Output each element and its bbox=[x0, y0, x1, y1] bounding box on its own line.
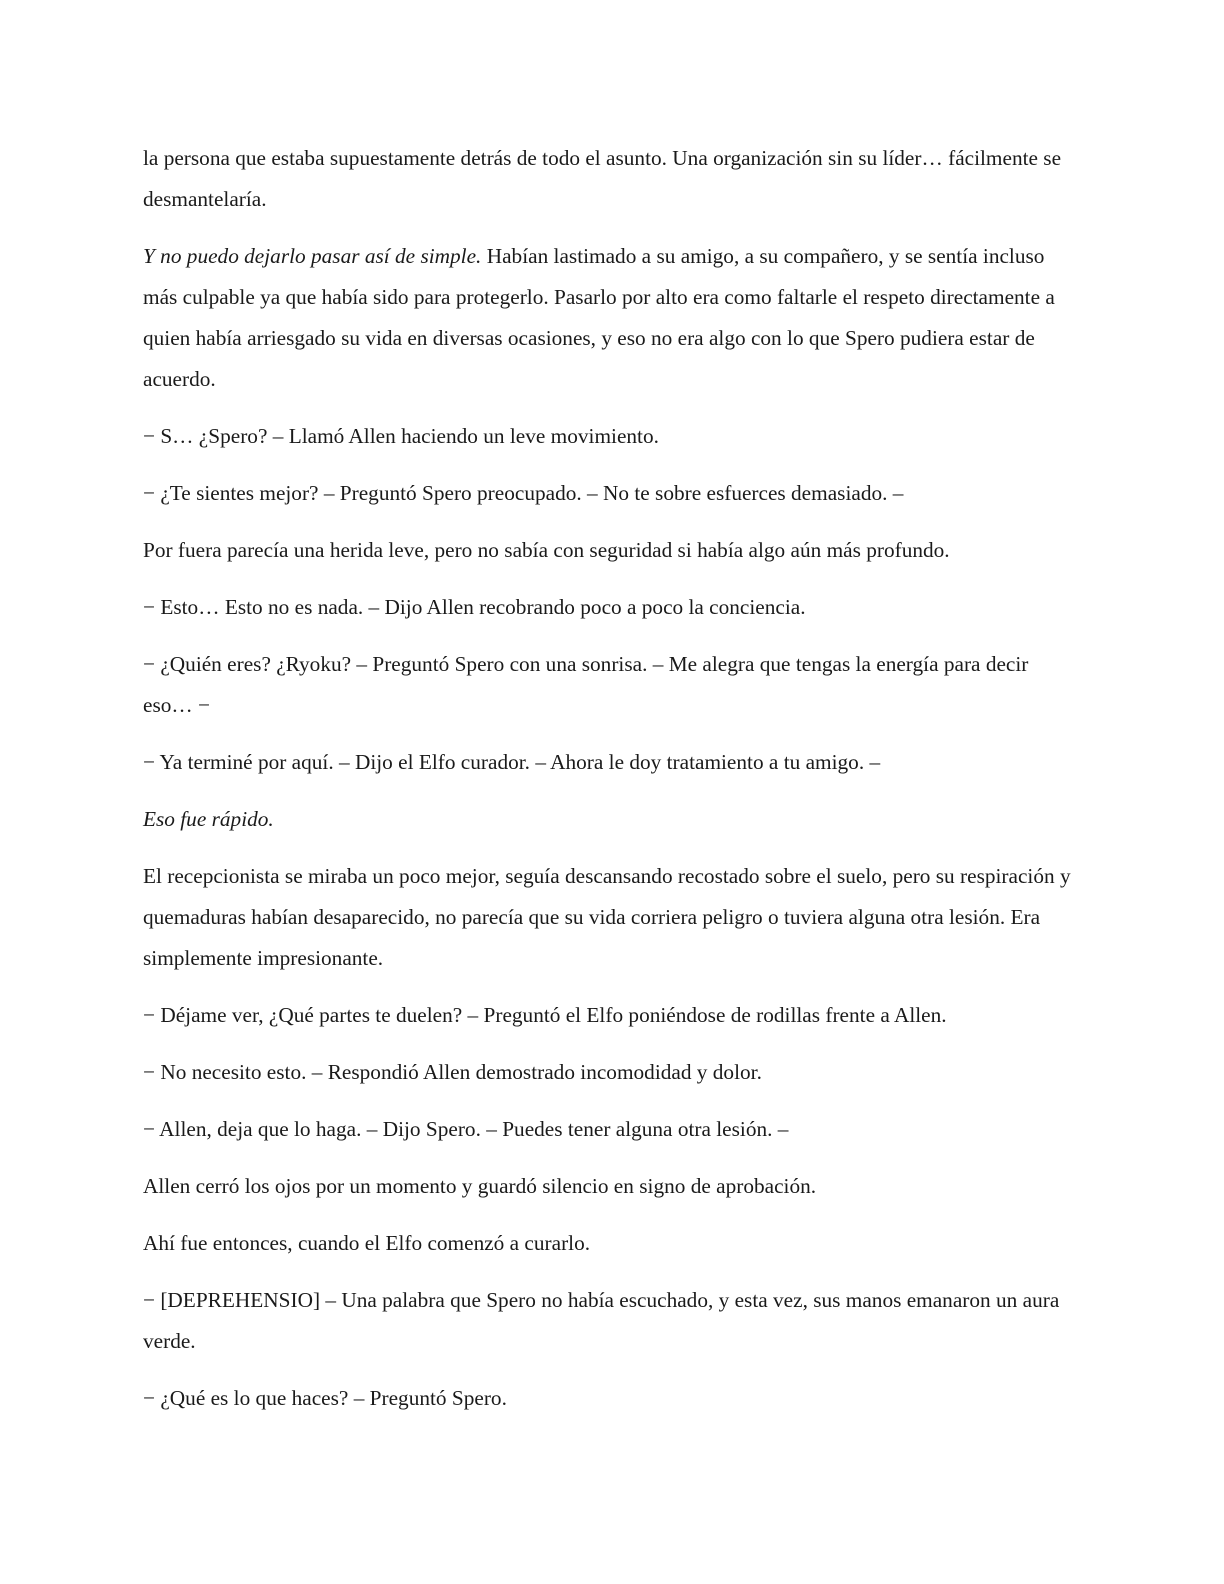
paragraph bbox=[143, 1223, 1083, 1264]
dialogue-line bbox=[143, 473, 1083, 514]
paragraph-text: Allen cerró los ojos por un momento y guardó silencio en signo de aprobación. bbox=[143, 1174, 817, 1198]
paragraph-text: Ahí fue entonces, cuando el Elfo comenzó a curarlo. bbox=[143, 1231, 591, 1255]
dialogue-line bbox=[143, 644, 1083, 726]
dialogue-line bbox=[143, 1109, 1083, 1150]
paragraph-text: El recepcionista se miraba un poco mejor, seguía descansando recostado sobre el suelo, pero su respiración y quemaduras habían desaparecido, no parecía que su vida corriera peligro o tuviera alguna otra lesión. Era simplemente impresionante. bbox=[143, 864, 1071, 970]
paragraph-text: − Ya terminé por aquí. – Dijo el Elfo curador. – Ahora le doy tratamiento a tu amigo. – bbox=[143, 750, 881, 774]
paragraph-text: − S… ¿Spero? – Llamó Allen haciendo un leve movimiento. bbox=[143, 424, 659, 448]
paragraph-text: la persona que estaba supuestamente detrás de todo el asunto. Una organización sin su líder… fácilmente se desmantelaría. bbox=[143, 146, 1062, 211]
paragraph-italic-text: Y no puedo dejarlo pasar así de simple. bbox=[143, 244, 482, 268]
paragraph bbox=[143, 236, 1083, 400]
document-body bbox=[143, 138, 1083, 1435]
paragraph bbox=[143, 1166, 1083, 1207]
paragraph-text: − No necesito esto. – Respondió Allen demostrado incomodidad y dolor. bbox=[143, 1060, 762, 1084]
dialogue-line bbox=[143, 416, 1083, 457]
paragraph bbox=[143, 856, 1083, 979]
paragraph bbox=[143, 138, 1083, 220]
dialogue-line bbox=[143, 587, 1083, 628]
paragraph bbox=[143, 530, 1083, 571]
dialogue-line bbox=[143, 742, 1083, 783]
paragraph-text: − Esto… Esto no es nada. – Dijo Allen recobrando poco a poco la conciencia. bbox=[143, 595, 806, 619]
paragraph-text: Por fuera parecía una herida leve, pero no sabía con seguridad si había algo aún más profundo. bbox=[143, 538, 950, 562]
dialogue-line bbox=[143, 995, 1083, 1036]
paragraph-text: − ¿Quién eres? ¿Ryoku? – Preguntó Spero con una sonrisa. – Me alegra que tengas la energía para decir eso… − bbox=[143, 652, 1029, 717]
paragraph-italic-text: Eso fue rápido. bbox=[143, 807, 274, 831]
paragraph-text: Habían lastimado a su amigo, a su compañero, y se sentía incluso más culpable ya que había sido para protegerlo. Pasarlo por alto era como faltarle el respeto directamente a quien había arriesgado su vida en diversas ocasiones, y eso no era algo con lo que Spero pudiera estar de acuerdo. bbox=[143, 244, 1055, 391]
dialogue-line bbox=[143, 1052, 1083, 1093]
paragraph-text: − [DEPREHENSIO] – Una palabra que Spero no había escuchado, y esta vez, sus manos emanaron un aura verde. bbox=[143, 1288, 1060, 1353]
paragraph-text: − Déjame ver, ¿Qué partes te duelen? – Preguntó el Elfo poniéndose de rodillas frente a Allen. bbox=[143, 1003, 947, 1027]
paragraph-text: − Allen, deja que lo haga. – Dijo Spero. – Puedes tener alguna otra lesión. – bbox=[143, 1117, 789, 1141]
dialogue-line bbox=[143, 1378, 1083, 1419]
paragraph bbox=[143, 799, 1083, 840]
paragraph-text: − ¿Qué es lo que haces? – Preguntó Spero. bbox=[143, 1386, 507, 1410]
paragraph-text: − ¿Te sientes mejor? – Preguntó Spero preocupado. – No te sobre esfuerces demasiado. – bbox=[143, 481, 904, 505]
dialogue-line bbox=[143, 1280, 1083, 1362]
